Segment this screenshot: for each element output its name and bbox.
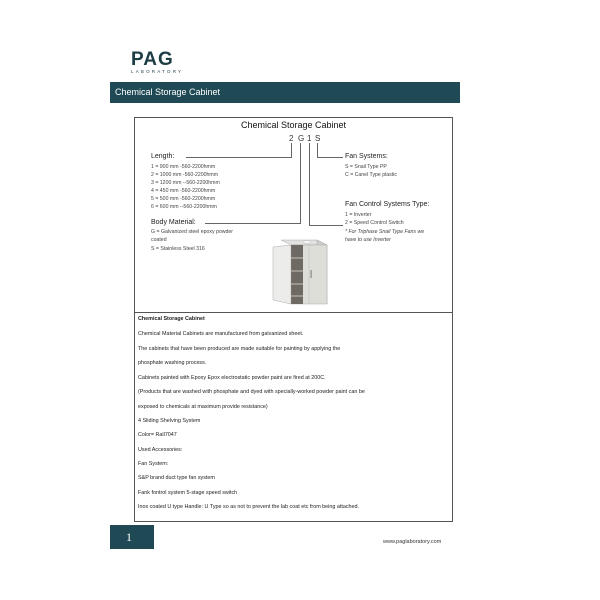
description-line: 4 Sliding Shelving System (138, 418, 201, 424)
logo-main-text: PAG (131, 49, 174, 70)
logo-sub-text: LABORATORY (131, 69, 184, 74)
fan-control-note: * For Triphase Snail Type Fans we (345, 229, 425, 235)
fan-control-heading: Fan Control Systems Type: (345, 201, 430, 208)
length-connector-h (186, 157, 292, 158)
fan-control-connector (309, 143, 310, 225)
length-option: 1 = 900 mm -560-2200hmm (151, 164, 216, 170)
length-option: 2 = 1000 mm -560-2200hmm (151, 172, 219, 178)
code-fan-control-digit: 1 (307, 134, 312, 143)
description-line: The cabinets that have been produced are made suitable for painting by applying the (138, 346, 341, 352)
fan-control-option: 1 = Inverter (345, 212, 372, 218)
fan-system-option: S = Snail Type PP (345, 164, 387, 170)
length-connector (291, 143, 292, 157)
page-number: 1 (110, 525, 154, 549)
body-material-option: coated (151, 237, 167, 243)
description-line: Used Accessories: (138, 447, 183, 453)
description-line: exposed to chemicals at maximum provide resistance) (138, 404, 268, 410)
fan-systems-connector (317, 143, 318, 157)
description-title: Chemical Storage Cabinet (138, 316, 205, 322)
code-length-digit: 2 (289, 134, 294, 143)
fan-system-option: C = Canel Type plastic (345, 172, 397, 178)
body-material-connector (300, 143, 301, 223)
fan-control-option: 2 = Speed Control Switch (345, 220, 404, 226)
cabinet-illustration (267, 238, 329, 306)
body-material-option: S = Stainless Steel 316 (151, 246, 205, 252)
website-link[interactable]: www.paglaboratory.com (383, 539, 442, 545)
length-option: 5 = 500 mm -560-2200hmm (151, 196, 216, 202)
description-line: S&P brand duct type fan system (138, 475, 215, 481)
section-divider (134, 312, 453, 313)
fan-systems-connector-h (317, 157, 343, 158)
description-line: (Products that are washed with phosphate and dyed with specially-worked powder paint can be (138, 389, 365, 395)
length-option: 3 = 1200 mm --560-2200hmm (151, 180, 220, 186)
body-material-option: G = Galvanized steel epoxy powder (151, 229, 234, 235)
body-material-connector-h (205, 223, 301, 224)
header-bar: Chemical Storage Cabinet (110, 82, 460, 103)
diagram-title: Chemical Storage Cabinet (240, 120, 347, 130)
description-line: Fan System: (138, 461, 169, 467)
code-fan-system-letter: S (315, 134, 321, 143)
fan-control-connector-h (309, 225, 343, 226)
description-line: Fank fontrol system 5-stage speed switch (138, 490, 238, 496)
code-material-letter: G (298, 134, 305, 143)
length-option: 4 = 450 mm -560-2200hmm (151, 188, 216, 194)
description-line: Color= Rall7047 (138, 432, 177, 438)
body-material-heading: Body Material: (151, 219, 196, 226)
fan-control-note: have to use Inverter (345, 237, 391, 243)
description-line: phosphate washing process. (138, 360, 207, 366)
length-heading: Length: (151, 153, 175, 160)
description-line: Cabinets painted with Epoxy Epox electrostatic powder paint are fired at 200C. (138, 375, 326, 381)
fan-systems-heading: Fan Systems: (345, 153, 388, 160)
length-option: 6 = 600 mm --560-2200hmm (151, 204, 217, 210)
description-line: Inox coated U type Handle: U Type so as not to prevent the lab coat etc from being attached. (138, 504, 360, 510)
description-line: Chemical Material Cabinets are manufactured from galvanized sheet. (138, 331, 304, 337)
pag-logo (131, 51, 201, 75)
